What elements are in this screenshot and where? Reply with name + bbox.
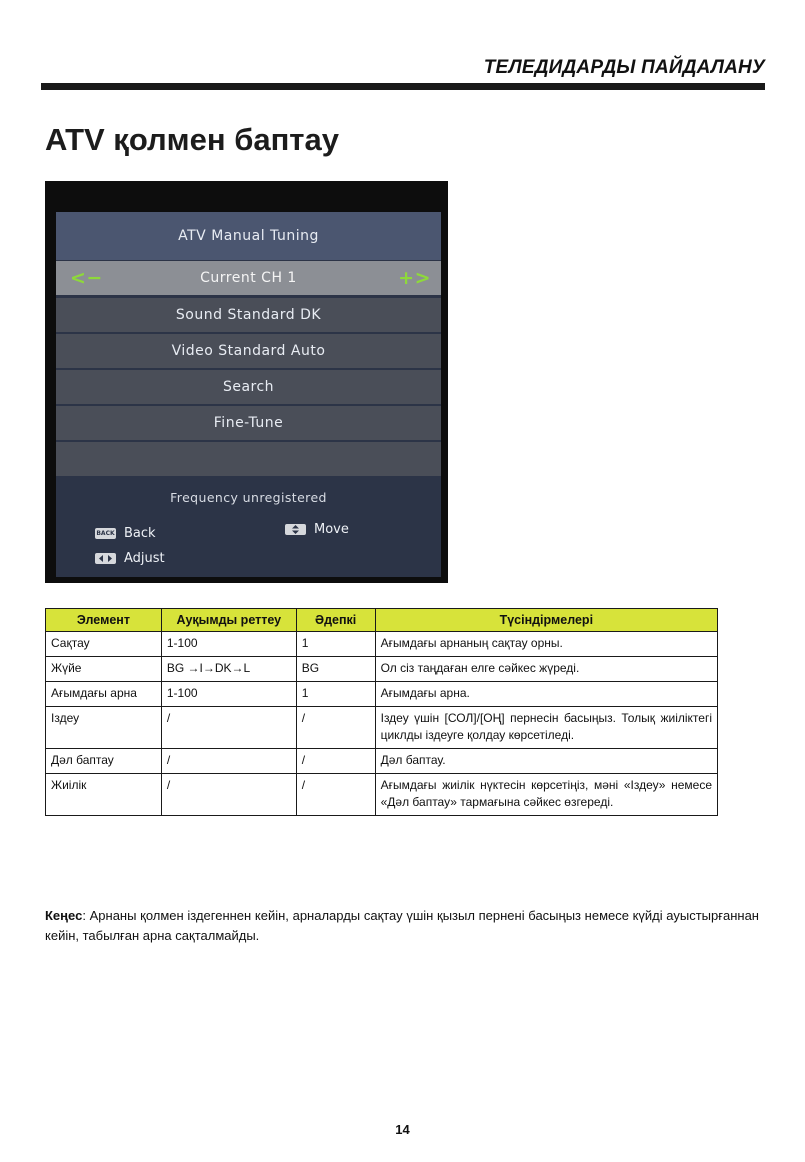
- table-cell: 1: [296, 682, 375, 707]
- table-cell: /: [161, 749, 296, 774]
- column-header: Элемент: [46, 609, 162, 632]
- table-cell: Ағымдағы жиілік нүктесін көрсетіңіз, мәні «Іздеу» немесе «Дәл баптау» тармағына сәйкес өзгереді.: [375, 774, 717, 816]
- table-cell: Ағымдағы арнаның сақтау орны.: [375, 632, 717, 657]
- menu-title: ATV Manual Tuning: [56, 212, 441, 260]
- page-title: ATV қолмен баптау: [45, 122, 339, 157]
- table-cell: Ол сіз таңдаған елге сәйкес жүреді.: [375, 657, 717, 682]
- header-divider: [41, 83, 765, 90]
- section-title: ТЕЛЕДИДАРДЫ ПАЙДАЛАНУ: [483, 57, 765, 78]
- settings-table: [45, 608, 718, 816]
- menu-item-label: Video Standard Auto: [171, 343, 326, 359]
- table-row: [46, 749, 718, 774]
- table-cell: 1-100: [161, 632, 296, 657]
- table-cell: Жүйе: [46, 657, 162, 682]
- column-header: Түсіндірмелері: [375, 609, 717, 632]
- back-hint-label: Back: [124, 526, 156, 541]
- table-cell: /: [161, 707, 296, 749]
- back-key-icon: BACK: [96, 530, 115, 537]
- page-number: 14: [395, 1122, 410, 1137]
- adjust-hint-label: Adjust: [124, 551, 165, 566]
- table-cell: Дәл баптау.: [375, 749, 717, 774]
- table-cell: Дәл баптау: [46, 749, 162, 774]
- menu-item-label: Sound Standard DK: [175, 307, 322, 323]
- table-cell: Жиілік: [46, 774, 162, 816]
- table-cell: /: [296, 749, 375, 774]
- table-cell: 1-100: [161, 682, 296, 707]
- menu-item-label: Search: [222, 379, 275, 395]
- table-cell: Іздеу: [46, 707, 162, 749]
- up-down-key-icon: [285, 524, 306, 535]
- arrow-right-icon[interactable]: +>: [398, 267, 431, 289]
- tip-note: [45, 906, 759, 946]
- table-cell: BG: [296, 657, 375, 682]
- tip-label: Кеңес: [45, 908, 83, 923]
- tv-screenshot: [45, 181, 448, 583]
- table-cell: BG →I→DK→L: [161, 657, 296, 682]
- table-cell: Ағымдағы арна: [46, 682, 162, 707]
- tip-text: : Арнаны қолмен іздегеннен кейін, арналарды сақтау үшін қызыл пернені басыңыз немесе күйді ауыстырғаннан кейін, табылған арна сақталмайды.: [45, 908, 759, 943]
- table-cell: /: [296, 774, 375, 816]
- table-cell: 1: [296, 632, 375, 657]
- atv-manual-tuning-menu: [56, 212, 441, 577]
- menu-item-label: Current CH 1: [200, 270, 297, 286]
- frequency-status: Frequency unregistered: [170, 490, 327, 505]
- menu-item-fine-tune[interactable]: [56, 406, 441, 440]
- left-right-key-icon: [95, 553, 116, 564]
- table-cell: /: [161, 774, 296, 816]
- move-hint-label: Move: [314, 522, 349, 537]
- column-header: Әдепкі: [296, 609, 375, 632]
- table-cell: /: [296, 707, 375, 749]
- arrow-left-icon[interactable]: <−: [70, 267, 103, 289]
- table-row: [46, 657, 718, 682]
- adjust-hint: [95, 551, 165, 566]
- menu-item-sound-standard[interactable]: [56, 298, 441, 332]
- move-hint: [285, 522, 349, 537]
- column-header: Ауқымды реттеу: [161, 609, 296, 632]
- menu-item-search[interactable]: [56, 370, 441, 404]
- menu-item-current-channel[interactable]: [56, 261, 441, 295]
- table-header-row: [46, 609, 718, 632]
- back-hint: [95, 526, 156, 541]
- menu-empty-row: [56, 442, 441, 476]
- table-row: [46, 707, 718, 749]
- table-row: [46, 682, 718, 707]
- menu-item-video-standard[interactable]: [56, 334, 441, 368]
- table-row: [46, 632, 718, 657]
- menu-item-label: Fine-Tune: [213, 415, 284, 431]
- table-cell: Сақтау: [46, 632, 162, 657]
- table-row: [46, 774, 718, 816]
- table-cell: Іздеу үшін [СОЛ]/[ОҢ] пернесін басыңыз. Толық жиіліктегі циклды іздеуге қолдау көрсетіледі.: [375, 707, 717, 749]
- table-cell: Ағымдағы арна.: [375, 682, 717, 707]
